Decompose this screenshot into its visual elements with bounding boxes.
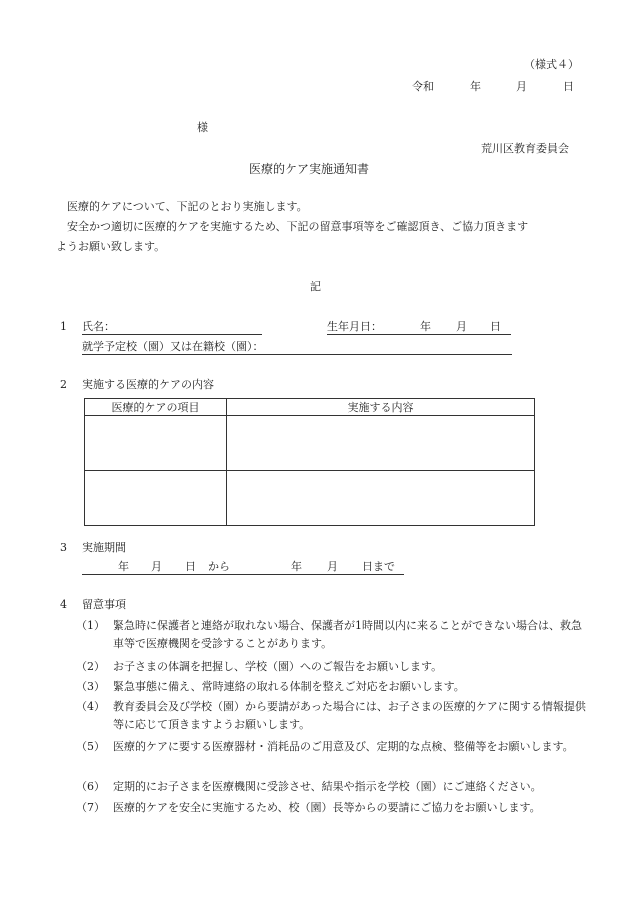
notice-item [76, 738, 586, 756]
care-table-row [85, 416, 535, 471]
dob-year-unit: 年 [420, 320, 431, 333]
notice-item-text: 定期的にお子さまを医療機関に受診させ、結果や指示を学校（園）にご連絡ください。 [113, 780, 542, 793]
date-day-unit: 日 [563, 80, 574, 93]
notice-item [76, 678, 586, 696]
notice-item [76, 799, 586, 817]
notice-item [76, 778, 586, 796]
dob-underline [327, 334, 511, 335]
dob-month-unit: 月 [456, 320, 467, 333]
intro-line-1: 医療的ケアについて、下記のとおり実施します。 [67, 200, 308, 213]
care-content-cell[interactable] [227, 471, 535, 526]
care-table [84, 398, 535, 526]
period-from-year-unit: 年 [118, 560, 129, 573]
notice-item-number: （2） [76, 660, 105, 673]
intro-line-3: ようお願い致します。 [56, 240, 166, 253]
section-3-heading: 実施期間 [82, 541, 126, 554]
school-underline [82, 354, 512, 355]
date-month-unit: 月 [516, 80, 527, 93]
notice-item-number: （3） [76, 680, 105, 693]
school-label: 就学予定校（園）又は在籍校（園）： [82, 340, 264, 353]
period-to-month-unit: 月 [327, 560, 338, 573]
notice-item-text: お子さまの体調を把握し、学校（園）へのご報告をお願いします。 [113, 660, 443, 673]
name-underline [82, 334, 262, 335]
notice-item [76, 698, 586, 734]
notice-item-text: 緊急時に保護者と連絡が取れない場合、保護者が1時間以内に来ることができない場合は、救急車等で医療機関を受診することがあります。 [113, 619, 582, 650]
care-content-header: 実施する内容 [227, 399, 535, 416]
care-item-cell[interactable] [85, 416, 227, 471]
section-4-number: 4 [60, 598, 67, 611]
notice-item-text: 教育委員会及び学校（園）から要請があった場合には、お子さまの医療的ケアに関する情報提供等に応じて頂きますようお願いします。 [113, 700, 586, 731]
section-2-heading: 実施する医療的ケアの内容 [82, 378, 214, 391]
notice-item-text: 医療的ケアを安全に実施するため、校（園）長等からの要請にご協力をお願いします。 [113, 801, 541, 814]
period-to-day-unit: 日まで [362, 560, 395, 573]
period-from-month-unit: 月 [151, 560, 162, 573]
section-3-number: 3 [60, 541, 67, 554]
issuer: 荒川区教育委員会 [481, 142, 569, 155]
page-title: 医療的ケア実施通知書 [249, 162, 370, 176]
period-from-label: から [208, 560, 230, 573]
notice-item-number: （1） [76, 619, 105, 632]
care-content-cell[interactable] [227, 416, 535, 471]
intro-line-2: 安全かつ適切に医療的ケアを実施するため、下記の留意事項等をご確認頂き、ご協力頂きます [67, 220, 529, 233]
name-label: 氏名： [82, 320, 115, 333]
notice-item-number: （7） [76, 801, 105, 814]
care-item-header: 医療的ケアの項目 [85, 399, 227, 416]
period-to-year-unit: 年 [291, 560, 302, 573]
date-year-unit: 年 [470, 80, 481, 93]
addressee-suffix: 様 [197, 121, 208, 134]
notice-item-number: （6） [76, 780, 105, 793]
dob-label: 生年月日： [327, 320, 382, 333]
care-table-row [85, 471, 535, 526]
notice-item-text: 医療的ケアに要する医療器材・消耗品のご用意及び、定期的な点検、整備等をお願いします。 [113, 740, 574, 753]
period-underline [82, 574, 404, 575]
ki-heading: 記 [310, 280, 321, 293]
notice-item [76, 617, 586, 653]
section-4-heading: 留意事項 [82, 598, 126, 611]
date-era: 令和 [412, 80, 434, 93]
section-1-number: 1 [60, 320, 67, 333]
notice-item [76, 658, 586, 676]
dob-day-unit: 日 [490, 320, 501, 333]
care-table-header-row [85, 399, 535, 416]
notice-item-number: （5） [76, 740, 105, 753]
notice-item-text: 緊急事態に備え、常時連絡の取れる体制を整えご対応をお願いします。 [113, 680, 465, 693]
section-2-number: 2 [60, 378, 67, 391]
care-item-cell[interactable] [85, 471, 227, 526]
notice-item-number: （4） [76, 700, 105, 713]
period-from-day-unit: 日 [185, 560, 196, 573]
form-number: （様式４） [524, 58, 579, 71]
